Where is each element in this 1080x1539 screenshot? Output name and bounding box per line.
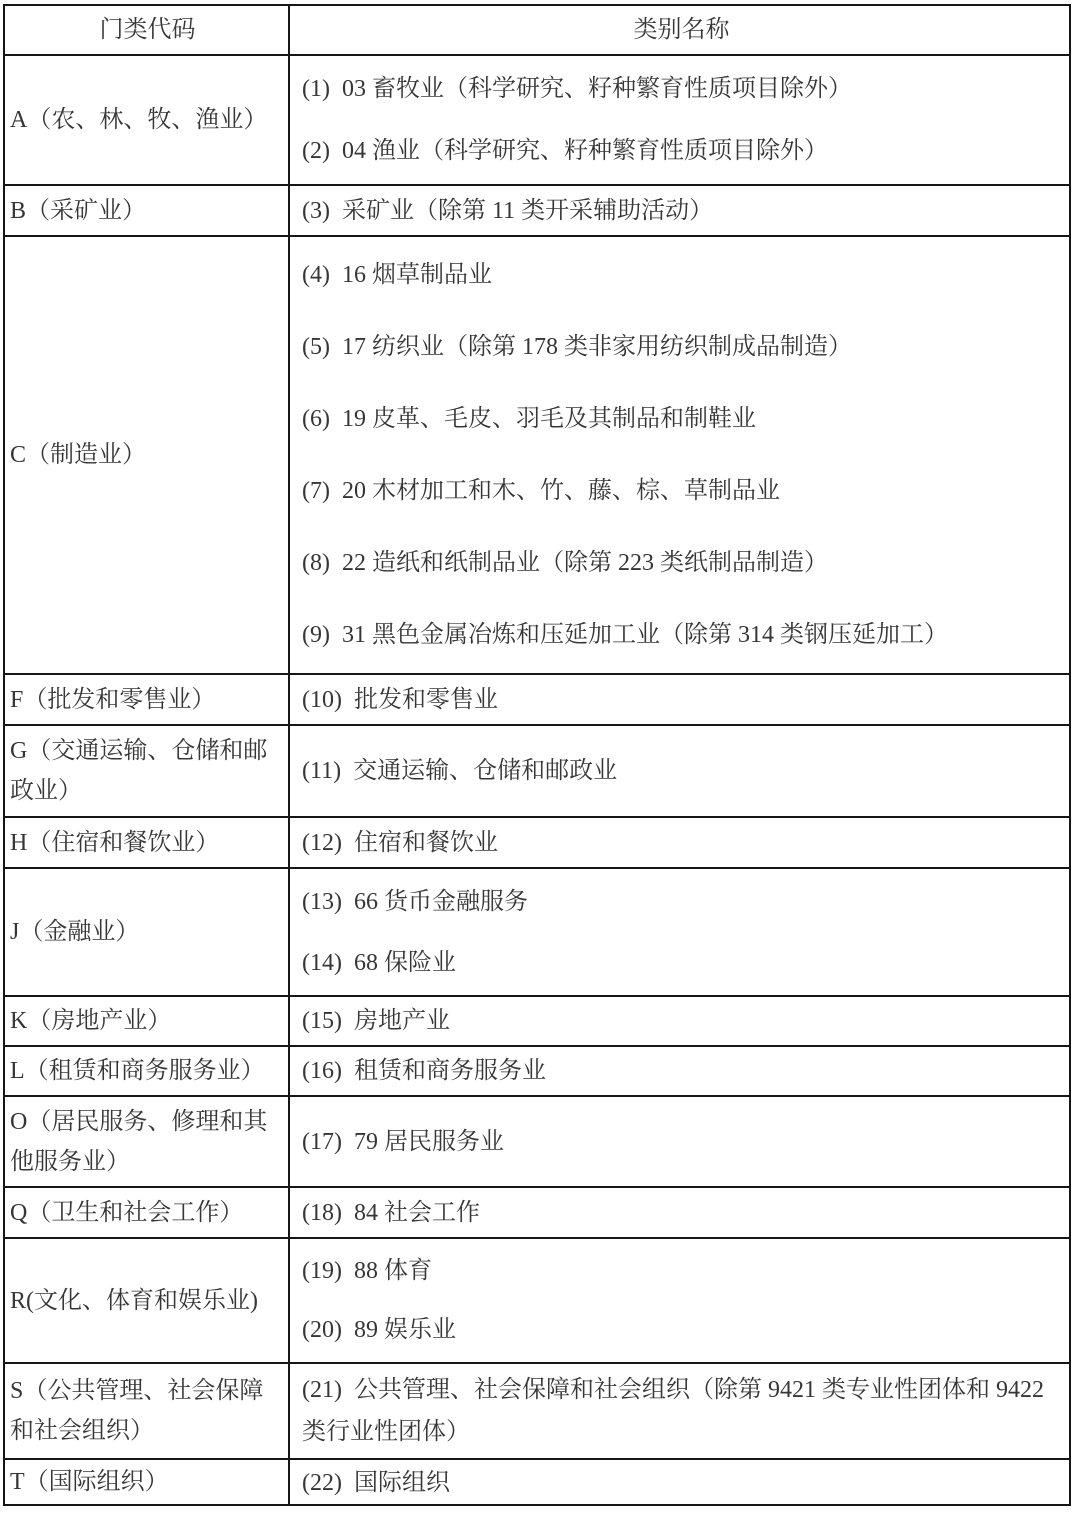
table-row-a	[5, 54, 1069, 184]
items-cell	[290, 237, 1069, 673]
code-cell: H（住宿和餐饮业）	[5, 818, 290, 867]
table-row-r	[5, 1237, 1069, 1362]
category-item: (16) 租赁和商务服务业	[302, 1058, 546, 1084]
code-cell: L（租赁和商务服务业）	[5, 1047, 290, 1095]
category-item: (4) 16 烟草制品业	[302, 262, 492, 288]
code-cell: O（居民服务、修理和其他服务业）	[5, 1097, 290, 1186]
items-cell	[290, 869, 1069, 995]
category-item: (12) 住宿和餐饮业	[302, 829, 498, 856]
code-cell: J（金融业）	[5, 869, 290, 995]
table-row-b	[5, 184, 1069, 235]
category-item: (22) 国际组织	[302, 1470, 450, 1496]
code-cell: C（制造业）	[5, 237, 290, 673]
items-cell	[290, 726, 1069, 816]
column-header-name-label: 类别名称	[633, 17, 730, 43]
category-item: (13) 66 货币金融服务	[302, 888, 528, 915]
table-row-g	[5, 724, 1069, 816]
items-cell	[290, 56, 1069, 184]
code-cell: T（国际组织）	[5, 1460, 290, 1504]
category-item: (11) 交通运输、仓储和邮政业	[302, 758, 618, 784]
items-cell	[290, 1364, 1069, 1458]
items-cell	[290, 1188, 1069, 1237]
table-row-t	[5, 1458, 1069, 1504]
category-item: (6) 19 皮革、毛皮、羽毛及其制品和制鞋业	[302, 406, 756, 432]
items-cell	[290, 997, 1069, 1045]
table-row-k	[5, 995, 1069, 1045]
items-cell	[290, 1460, 1069, 1504]
category-item: (17) 79 居民服务业	[302, 1128, 504, 1155]
category-item: (15) 房地产业	[302, 1008, 450, 1034]
category-item: (9) 31 黑色金属冶炼和压延加工业（除第 314 类钢压延加工）	[302, 622, 948, 648]
category-item: (20) 89 娱乐业	[302, 1317, 456, 1344]
code-cell: A（农、林、牧、渔业）	[5, 56, 290, 184]
code-cell: S（公共管理、社会保障和社会组织）	[5, 1364, 290, 1458]
category-item: (10) 批发和零售业	[302, 686, 498, 713]
column-header-code	[5, 6, 290, 54]
column-header-name	[290, 6, 1069, 54]
category-item: (3) 采矿业（除第 11 类开采辅助活动）	[302, 197, 714, 224]
category-item: (18) 84 社会工作	[302, 1199, 480, 1226]
code-cell: K（房地产业）	[5, 997, 290, 1045]
code-cell: G（交通运输、仓储和邮政业）	[5, 726, 290, 816]
code-cell: F（批发和零售业）	[5, 675, 290, 724]
table-row-q	[5, 1186, 1069, 1237]
category-item: (21) 公共管理、社会保障和社会组织（除第 9421 类专业性团体和 9422 类行业性团体）	[302, 1377, 1050, 1445]
table-row-s	[5, 1362, 1069, 1458]
table-row-f	[5, 673, 1069, 724]
items-cell	[290, 675, 1069, 724]
category-item: (2) 04 渔业（科学研究、籽种繁育性质项目除外）	[302, 138, 828, 164]
category-item: (7) 20 木材加工和木、竹、藤、棕、草制品业	[302, 478, 780, 504]
items-cell	[290, 1097, 1069, 1186]
code-cell: R(文化、体育和娱乐业)	[5, 1239, 290, 1362]
code-cell: Q（卫生和社会工作）	[5, 1188, 290, 1237]
table-row-j	[5, 867, 1069, 995]
column-header-code-label: 门类代码	[99, 17, 196, 43]
code-cell: B（采矿业）	[5, 186, 290, 235]
category-item: (5) 17 纺织业（除第 178 类非家用纺织制成品制造）	[302, 334, 852, 360]
items-cell	[290, 186, 1069, 235]
items-cell	[290, 1047, 1069, 1095]
table-row-c	[5, 235, 1069, 673]
items-cell	[290, 1239, 1069, 1362]
items-cell	[290, 818, 1069, 867]
category-item: (8) 22 造纸和纸制品业（除第 223 类纸制品制造）	[302, 550, 828, 576]
table-row-l	[5, 1045, 1069, 1095]
category-item: (19) 88 体育	[302, 1257, 432, 1284]
category-item: (1) 03 畜牧业（科学研究、籽种繁育性质项目除外）	[302, 76, 852, 102]
industry-classification-table	[3, 4, 1071, 1506]
category-item: (14) 68 保险业	[302, 949, 456, 976]
table-header-row	[5, 6, 1069, 54]
table-row-h	[5, 816, 1069, 867]
table-row-o	[5, 1095, 1069, 1186]
